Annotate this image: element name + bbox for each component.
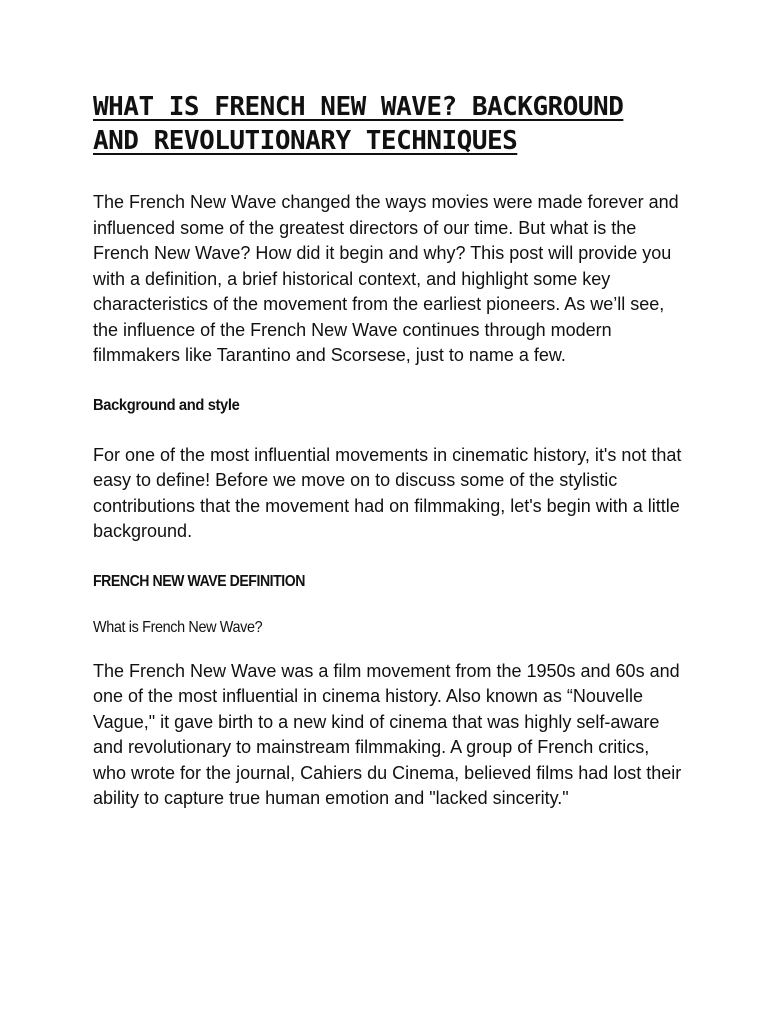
definition-subheading: What is French New Wave? <box>93 618 263 636</box>
background-paragraph: For one of the most influential movements in cinematic history, it's not that easy to define! Before we move on to discuss some of the stylistic contributions that the movement had on filmmaking, let's begin with a little background. <box>93 444 682 541</box>
intro-paragraph: The French New Wave changed the ways movies were made forever and influenced some of the greatest directors of our time. But what is the French New Wave? How did it begin and why? This post will provide you with a definition, a brief historical context, and highlight some key characteristics of the movement from the earliest pioneers. As we’ll see, the influence of the French New Wave continues through modern filmmakers like Tarantino and Scorsese, just to name a few. <box>93 192 679 365</box>
definition-section-heading: FRENCH NEW WAVE DEFINITION <box>93 572 306 590</box>
definition-paragraph: The French New Wave was a film movement from the 1950s and 60s and one of the most influential in cinema history. Also known as “Nouvelle Vague," it gave birth to a new kind of cinema that was highly self-aware and revolutionary to mainstream filmmaking. A group of French critics, who wrote for the journal, Cahiers du Cinema, believed films had lost their ability to capture true human emotion and "lacked sincerity." <box>93 660 682 808</box>
document-title: WHAT IS FRENCH NEW WAVE? BACKGROUND AND REVOLUTIONARY TECHNIQUES <box>93 92 624 156</box>
background-section-heading: Background and style <box>93 396 240 414</box>
document-content <box>93 90 683 838</box>
